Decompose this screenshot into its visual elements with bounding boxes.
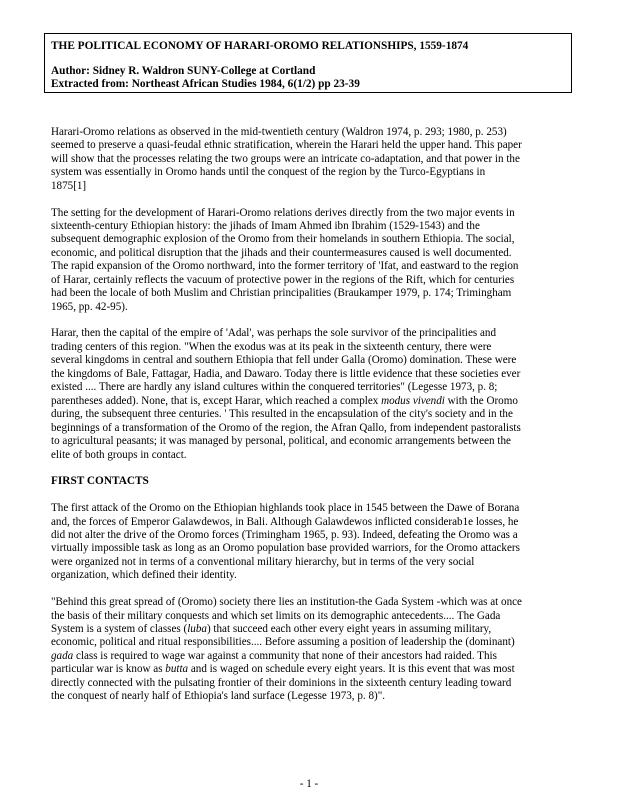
text-line: were organized not in terms of a conventional military hierarchy, but in terms of the very social bbox=[51, 555, 475, 568]
text-line bbox=[51, 395, 575, 408]
section-heading: FIRST CONTACTS bbox=[51, 475, 149, 488]
text-line: directly connected with the pulsating frontier of their dominions in the sixteenth century leading toward bbox=[51, 676, 512, 689]
text-segment: parentheses added). None, that is, except Harar, which reached a complex bbox=[51, 394, 382, 407]
text-line: subsequent demographic explosion of the Oromo from their homelands in southern Ethiopia. The social, bbox=[51, 233, 515, 246]
text-line: economic, and political disruption that the jihads and their countermeasures caused is well documented. bbox=[51, 246, 512, 259]
text-line: did not alter the drive of the Oromo forces (Trimingham 1965, p. 93). Indeed, defeating the Oromo was a bbox=[51, 528, 518, 541]
text-line: Harar, then the capital of the empire of 'Adal', was perhaps the sole survivor of the principalities and bbox=[51, 327, 496, 340]
text-line: organization, which defined their identity. bbox=[51, 569, 237, 582]
text-line: of Harar, certainly reflects the vacuum of protective power in the regions of the Rift, which for centuries bbox=[51, 273, 515, 286]
paragraph-3 bbox=[51, 327, 575, 462]
text-line: to agricultural peasants; it was managed by personal, political, and economic arrangements between the bbox=[51, 435, 511, 448]
text-line: several kingdoms in central and southern Ethiopia that fell under Galla (Oromo) domination. These were bbox=[51, 354, 517, 367]
text-segment: with the Oromo bbox=[444, 394, 518, 407]
text-line bbox=[51, 650, 575, 663]
text-line: The setting for the development of Harari-Oromo relations derives directly from the two major events in bbox=[51, 206, 515, 219]
text-line bbox=[51, 663, 575, 676]
text-line: during, the subsequent three centuries. ' This resulted in the encapsulation of the city's society and in the bbox=[51, 408, 513, 421]
text-segment: particular war is know as bbox=[51, 663, 166, 676]
text-segment: ) that succeed each other every eight years in assuming military, bbox=[206, 622, 492, 635]
text-line: the conquest of nearly half of Ethiopia's land surface (Legesse 1973, p. 8)". bbox=[51, 690, 385, 703]
text-line: economic, political and ritual responsibilities.... Before assuming a position of leadership the (dominant) bbox=[51, 636, 515, 649]
header-spacer bbox=[51, 53, 565, 65]
text-line: will show that the processes relating the two groups were an intricate co-adaptation, and that power in the bbox=[51, 152, 520, 165]
text-line: the basis of their military conquests and which set limits on its demographic antecedents.... The Gada bbox=[51, 609, 501, 622]
text-line: beginnings of a transformation of the Oromo of the region, the Afran Qallo, from independent pastoralists bbox=[51, 421, 521, 434]
text-line: existed .... There are hardly any island cultures within the conquered territories" (Legesse 1973, p. 8; bbox=[51, 381, 498, 394]
text-line: 1965, pp. 42-95). bbox=[51, 300, 128, 313]
text-line: had been the locale of both Muslim and Christian principalities (Braukamper 1979, p. 174; Trimingham bbox=[51, 287, 512, 300]
text-line bbox=[51, 623, 575, 636]
text-segment: and is waged on schedule every eight years. It is this event that was most bbox=[188, 663, 515, 676]
text-line: sixteenth-century Ethiopian history: the jihads of Imam Ahmed ibn Ibrahim (1529-1543) and the bbox=[51, 220, 480, 233]
text-line: elite of both groups in contact. bbox=[51, 448, 187, 461]
text-line: Harari-Oromo relations as observed in the mid-twentieth century (Waldron 1974, p. 293; 1980, p. 253) bbox=[51, 126, 507, 138]
text-segment: System is a system of classes ( bbox=[51, 622, 188, 635]
page-number: - 1 - bbox=[299, 778, 319, 790]
text-line: system was essentially in Oromo hands until the conquest of the region by the Turco-Egyptians in bbox=[51, 166, 486, 179]
paragraph-2 bbox=[51, 207, 575, 315]
text-line: seemed to preserve a quasi-feudal ethnic stratification, wherein the Harari held the upper hand. This paper bbox=[51, 139, 522, 152]
paragraph-4 bbox=[51, 502, 575, 583]
paragraph-5 bbox=[51, 596, 575, 704]
source-line: Extracted from: Northeast African Studies 1984, 6(1/2) pp 23-39 bbox=[51, 78, 360, 91]
author-line: Author: Sidney R. Waldron SUNY-College at Cortland bbox=[51, 65, 316, 78]
text-line: the kingdoms of Bale, Fattagar, Hadia, and Dawaro. Today there is little evidence that these societies ever bbox=[51, 367, 521, 380]
text-line: The rapid expansion of the Oromo northward, into the former territory of 'Ifat, and eastward to the region bbox=[51, 260, 519, 273]
header-box bbox=[44, 33, 572, 93]
text-line: The first attack of the Oromo on the Ethiopian highlands took place in 1545 between the Dawe of Borana bbox=[51, 502, 520, 515]
text-line: virtually impossible task as long as an Oromo population base provided warriors, for the Oromo attackers bbox=[51, 542, 520, 555]
text-segment: class is required to wage war against a community that none of their ancestors had raided. This bbox=[73, 649, 497, 662]
text-line: "Behind this great spread of (Oromo) society there lies an institution-the Gada System -which was at once bbox=[51, 596, 522, 609]
italic-term: gada bbox=[51, 649, 74, 662]
document-body bbox=[51, 126, 575, 717]
italic-term: modus vivendi bbox=[381, 394, 445, 407]
italic-term: butta bbox=[165, 663, 189, 676]
text-line: 1875[1] bbox=[51, 179, 87, 192]
article-title: THE POLITICAL ECONOMY OF HARARI-OROMO RELATIONSHIPS, 1559-1874 bbox=[51, 40, 469, 52]
text-line: trading centers of this region. "When the exodus was at its peak in the sixteenth century, there were bbox=[51, 340, 492, 353]
italic-term: luba bbox=[187, 622, 207, 635]
paragraph-1 bbox=[51, 126, 575, 193]
text-line: and, the forces of Emperor Galawdewos, in Bali. Although Galawdewos inflicted considerab1e losses, he bbox=[51, 515, 519, 528]
